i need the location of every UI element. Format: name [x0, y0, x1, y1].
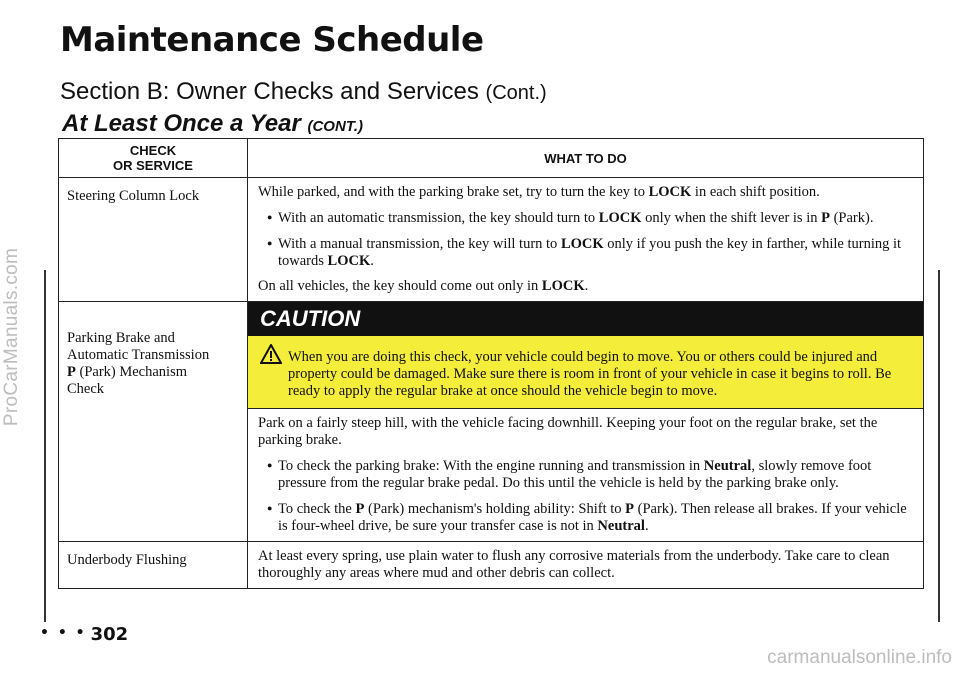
- steering-bullet-1: [258, 209, 913, 227]
- steering-b2-a: With a manual transmission, the key will turn to: [278, 236, 558, 252]
- steering-b2-lock2: LOCK: [327, 253, 371, 269]
- steering-b1-a: With an automatic transmission, the key should turn to: [278, 210, 596, 226]
- parking-p1: Park on a fairly steep hill, with the vehicle facing downhill. Keeping your foot on the regular brake, set the parking brake.: [258, 415, 878, 448]
- section-heading-text: Section B: Owner Checks and Services: [60, 78, 479, 105]
- page-dots: • • •: [40, 625, 87, 641]
- steering-p2-b: .: [584, 278, 589, 294]
- steering-p1-b: in each shift position.: [694, 184, 820, 200]
- page-title: Maintenance Schedule: [60, 20, 484, 60]
- parking-b1-b: , slowly remove foot pressure from the regular brake pedal. Do this until the vehicle is held by the parking brake only.: [278, 458, 872, 491]
- subsection-heading-text: At Least Once a Year: [62, 110, 301, 137]
- steering-b1-lock: LOCK: [598, 210, 642, 226]
- section-heading: [60, 78, 547, 106]
- steering-b2-lock: LOCK: [560, 236, 604, 252]
- page-number-text: 302: [90, 624, 129, 645]
- parking-b1-a: To check the parking brake: With the engine running and transmission in: [278, 458, 701, 474]
- underbody-label: Underbody Flushing: [59, 542, 248, 589]
- subsection-heading: [62, 110, 363, 138]
- parking-label-line4: Check: [67, 381, 105, 397]
- subsection-cont: (CONT.): [307, 118, 363, 135]
- steering-b1-c: (Park).: [833, 210, 874, 226]
- parking-b1-neutral: Neutral: [703, 458, 752, 474]
- caution-paragraph: [260, 344, 913, 400]
- right-margin-bar: [938, 270, 940, 622]
- steering-b1-b: only when the shift lever is in: [645, 210, 818, 226]
- steering-p2-a: On all vehicles, the key should come out only in: [258, 278, 539, 294]
- table-header-row: [59, 139, 924, 178]
- table-row-parking-caution: [59, 302, 924, 409]
- col-header-check-line1: CHECK: [129, 143, 177, 158]
- parking-b2-c: (Park). Then release all brakes. If your vehicle is four-wheel drive, be sure your transfer case is not in: [278, 501, 907, 534]
- bottom-watermark: carmanualsonline.info: [767, 647, 952, 668]
- side-watermark-text: ProCarManuals.com: [1, 247, 22, 426]
- parking-instructions: [248, 409, 924, 542]
- parking-b2-neutral: Neutral: [597, 518, 645, 534]
- caution-text: When you are doing this check, your vehicle could begin to move. You or others could be injured and property could be damaged. Make sure there is room in front of your vehicle in case it begins to roll. Be ready to apply the regular brake at once should the vehicle begin to move.: [288, 349, 892, 399]
- steering-p1-a: While parked, and with the parking brake set, try to turn the key to: [258, 184, 645, 200]
- table-row-underbody: [59, 542, 924, 589]
- parking-bullet-2: [258, 500, 913, 535]
- steering-p2: [258, 278, 913, 295]
- parking-bullet-1: [258, 457, 913, 492]
- parking-label-line1: Parking Brake and: [67, 330, 175, 346]
- steering-p1: [258, 184, 913, 201]
- col-header-check: [59, 139, 248, 178]
- warning-triangle-icon: [260, 344, 282, 364]
- steering-label: Steering Column Lock: [59, 178, 248, 302]
- table-row-steering: [59, 178, 924, 302]
- steering-p2-lock: LOCK: [541, 278, 585, 294]
- parking-b2-a: To check the: [278, 501, 352, 517]
- steering-b2-b: only if you push the key in farther, while turning it towards: [278, 236, 902, 269]
- steering-b2-c: .: [370, 253, 374, 269]
- left-margin-bar: [44, 270, 46, 622]
- parking-label-line3: (Park) Mechanism: [79, 364, 187, 380]
- parking-b2-p: P: [355, 501, 365, 517]
- col-header-check-line2: OR SERVICE: [113, 158, 193, 173]
- steering-p1-lock: LOCK: [648, 184, 692, 200]
- underbody-instructions: At least every spring, use plain water to flush any corrosive materials from the underbody. Take care to clean thoroughly any areas where mud and other debris can collect.: [248, 542, 924, 589]
- parking-b2-p2: P: [625, 501, 634, 517]
- parking-label-line2: Automatic Transmission: [67, 347, 210, 363]
- col-header-what-to-do: WHAT TO DO: [248, 139, 924, 178]
- maintenance-table: [58, 138, 924, 589]
- steering-bullet-2: [258, 235, 913, 270]
- caution-box: [248, 302, 924, 409]
- page-number: [40, 624, 128, 645]
- steering-b1-p: P: [821, 210, 830, 226]
- parking-b2-b: (Park) mechanism's holding ability: Shift to: [367, 501, 622, 517]
- caution-title: CAUTION: [248, 302, 923, 336]
- side-watermark: [0, 0, 26, 673]
- section-cont: (Cont.): [485, 82, 547, 104]
- parking-b2-d: .: [644, 518, 649, 534]
- steering-instructions: [248, 178, 924, 302]
- parking-label: [59, 302, 248, 542]
- parking-label-p: P: [67, 364, 76, 380]
- caution-body: [248, 336, 923, 408]
